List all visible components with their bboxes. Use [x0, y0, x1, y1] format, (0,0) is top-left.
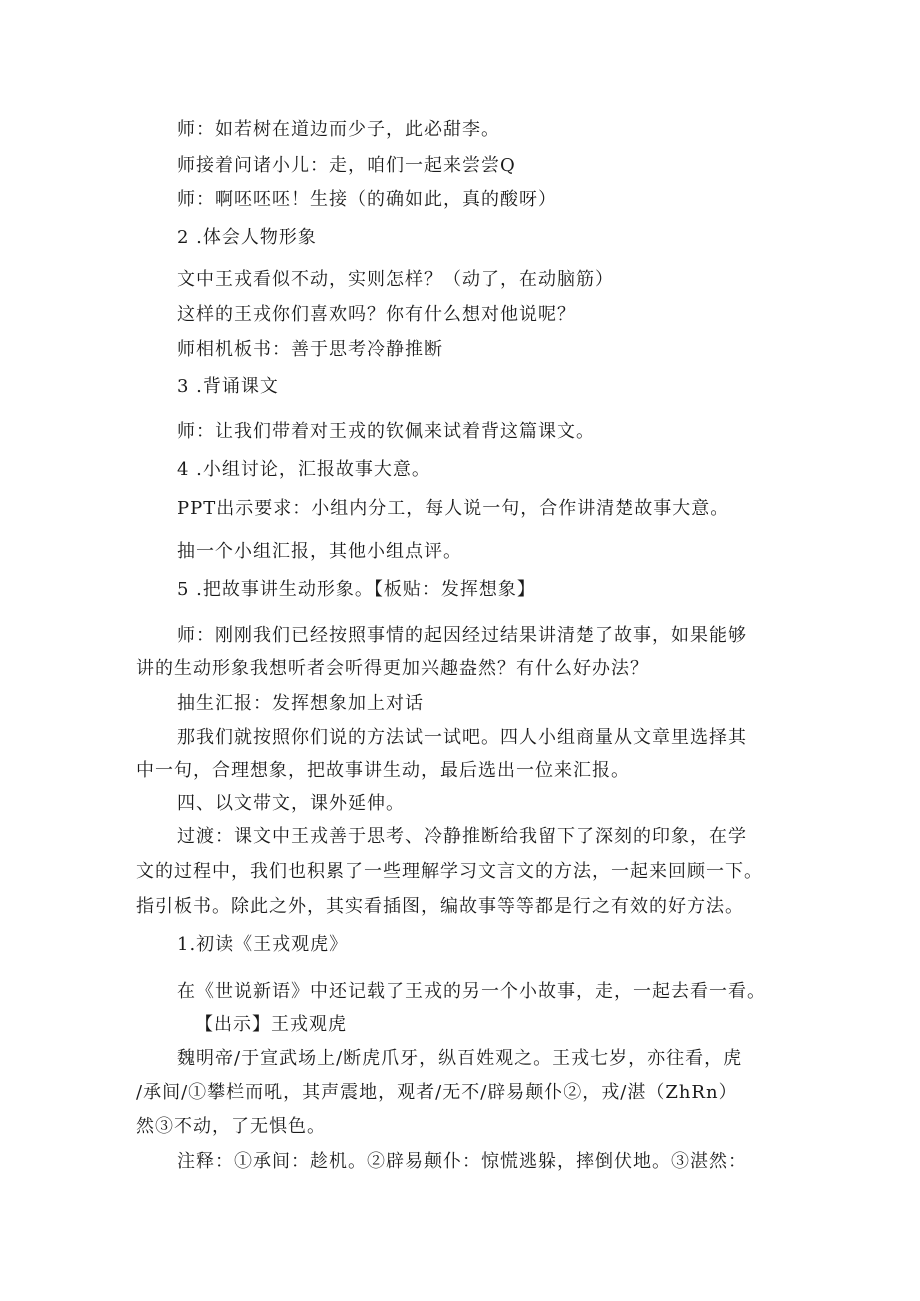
text-line: 中一句，合理想象，把故事讲生动，最后选出一位来汇报。 — [136, 760, 630, 781]
text-line: 指引板书。除此之外，其实看插图，编故事等等都是行之有效的好方法。 — [136, 896, 744, 917]
section-heading: 1.初读《王戎观虎》 — [177, 934, 349, 955]
text-line: 师：啊呸呸呸！生接（的确如此，真的酸呀） — [177, 189, 557, 210]
text-line: 师：让我们带着对王戎的钦佩来试着背这篇课文。 — [177, 421, 595, 442]
text-line: 在《世说新语》中还记载了王戎的另一个小故事，走，一起去看一看。 — [177, 981, 766, 1002]
text-line: 师接着问诸小儿：走，咱们一起来尝尝Q — [177, 155, 516, 176]
text-line: 师：如若树在道边而少子，此必甜李。 — [177, 119, 500, 140]
text-line: PPT出示要求：小组内分工，每人说一句，合作讲清楚故事大意。 — [177, 498, 730, 519]
text-line: 师：刚刚我们已经按照事情的起因经过结果讲清楚了故事，如果能够 — [177, 625, 747, 646]
section-heading: 3 .背诵课文 — [177, 376, 279, 397]
text-line: 过渡：课文中王戎善于思考、冷静推断给我留下了深刻的印象，在学 — [177, 826, 747, 847]
text-line: /承间/①攀栏而吼，其声震地，观者/无不/辟易颠仆②，戎/湛（ZhRn） — [136, 1082, 738, 1103]
text-line: 文中王戎看似不动，实则怎样？（动了，在动脑筋） — [177, 269, 614, 290]
text-line: 魏明帝/于宣武场上/断虎爪牙，纵百姓观之。王戎七岁，亦往看，虎 — [177, 1048, 743, 1069]
text-line: 抽生汇报：发挥想象加上对话 — [177, 693, 424, 714]
text-line: 师相机板书：善于思考冷静推断 — [177, 339, 443, 360]
text-line: 抽一个小组汇报，其他小组点评。 — [177, 541, 462, 562]
text-line: 注释：①承间：趁机。②辟易颠仆：惊慌逃躲，摔倒伏地。③湛然： — [177, 1151, 747, 1172]
text-line: 这样的王戎你们喜欢吗？你有什么想对他说呢？ — [177, 304, 576, 325]
section-heading: 4 .小组讨论，汇报故事大意。 — [177, 459, 431, 480]
text-line: 然③不动，了无惧色。 — [136, 1116, 326, 1137]
text-line: 【出示】王戎观虎 — [195, 1014, 347, 1035]
text-line: 那我们就按照你们说的方法试一试吧。四人小组商量从文章里选择其 — [177, 727, 747, 748]
section-heading: 5 .把故事讲生动形象。【板贴：发挥想象】 — [177, 579, 536, 600]
text-line: 讲的生动形象我想听者会听得更加兴趣盎然？有什么好办法？ — [136, 658, 649, 679]
section-heading: 2 .体会人物形象 — [177, 227, 317, 248]
text-line: 文的过程中，我们也积累了一些理解学习文言文的方法，一起来回顾一下。 — [136, 861, 763, 882]
section-heading: 四、以文带文，课外延伸。 — [177, 793, 405, 814]
